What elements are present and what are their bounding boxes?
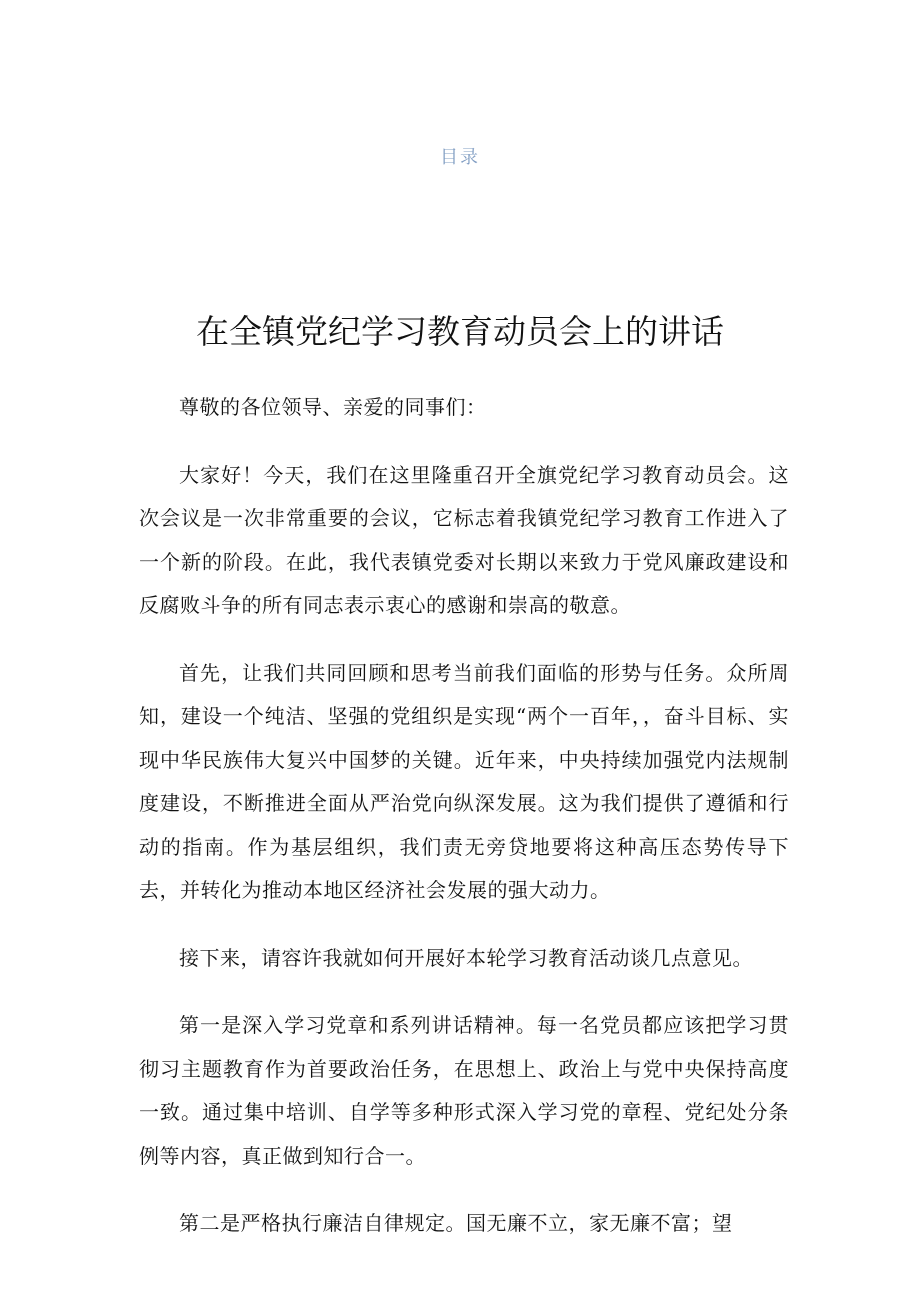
- paragraph-2: 首先，让我们共同回顾和思考当前我们面临的形势与任务。众所周知，建设一个纯洁、坚强的党组织是实现“两个一百年，，奋斗目标、实现中华民族伟大复兴中国梦的关键。近年来，中央持续加强党内法规制度建设，不断推进全面从严治党向纵深发展。这为我们提供了遵循和行动的指南。作为基层组织，我们责无旁贷地要将这种高压态势传导下去，并转化为推动本地区经济社会发展的强大动力。: [139, 660, 789, 902]
- paragraph-5: 第二是严格执行廉洁自律规定。国无廉不立，家无廉不富；望: [179, 1211, 733, 1235]
- paragraph-4: 第一是深入学习党章和系列讲话精神。每一名党员都应该把学习贯彻习主题教育作为首要政治任务，在思想上、政治上与党中央保持高度一致。通过集中培训、自学等多种形式深入学习党的章程、党纪处分条例等内容，真正做到知行合一。: [139, 1013, 789, 1168]
- salutation: 尊敬的各位领导、亲爱的同事们：: [179, 395, 487, 419]
- paragraph-1: 大家好！今天，我们在这里隆重召开全旗党纪学习教育动员会。这次会议是一次非常重要的会议，它标志着我镇党纪学习教育工作进入了一个新的阶段。在此，我代表镇党委对长期以来致力于党风廉政建设和反腐败斗争的所有同志表示衷心的感谢和崇高的敬意。: [139, 462, 789, 617]
- paragraph-3: 接下来，请容许我就如何开展好本轮学习教育活动谈几点意见。: [179, 945, 753, 970]
- toc-label: 目录: [440, 147, 480, 168]
- document-body: [139, 386, 789, 1246]
- document-title: 在全镇党纪学习教育动员会上的讲话: [196, 312, 724, 351]
